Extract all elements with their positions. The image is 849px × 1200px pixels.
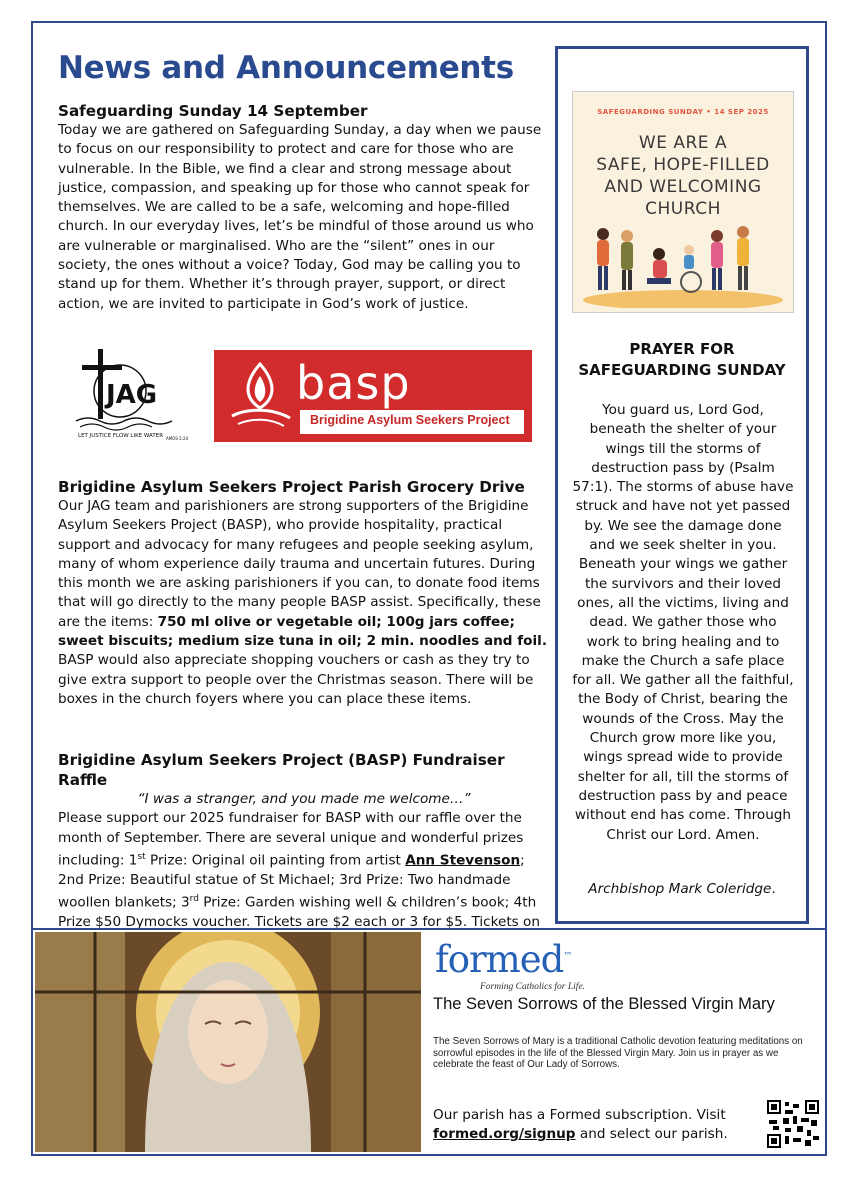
safeguarding-poster	[572, 91, 794, 313]
prayer-heading-line-2: SAFEGUARDING SUNDAY	[578, 361, 786, 379]
poster-line-2: SAFE, HOPE-FILLED	[596, 155, 770, 175]
subscription-end: and select our parish.	[575, 1126, 728, 1142]
formed-subscription-note	[433, 1106, 773, 1144]
poster-line-4: CHURCH	[645, 199, 721, 219]
safeguarding-body: Today we are gathered on Safeguarding Sunday, a day when we pause to focus on our responsibility to protect and care for those who are vulnerable. In the Bible, we find a clear and strong message about justice, compassion, and speaking up for those who cannot speak for themselves. We are called to be a safe, welcoming and hope-filled church. In our everyday lives, let’s be mindful of those around us who are vulnerable or marginalised. Who are the “silent” ones in our society, the ones without a voice? Today, God may be calling you to stand up for them. Whether it’s through prayer, support, or direct action, we are invited to participate in God’s work of justice.	[58, 122, 542, 312]
formed-tagline: Forming Catholics for Life.	[480, 982, 586, 992]
formed-logo	[435, 938, 571, 981]
grocery-body	[58, 497, 550, 709]
page-title: News and Announcements	[58, 50, 514, 86]
trademark-mark: ™	[563, 951, 572, 962]
qr-code-icon[interactable]	[767, 1100, 819, 1148]
dove-flame-icon	[224, 358, 296, 434]
formed-feature-description: The Seven Sorrows of Mary is a traditional Catholic devotion featuring meditations on sorrowful episodes in the life of the Blessed Virgin Mary. Join us in prayer as we celebrate the feast of Our Lady of Sorrows.	[433, 1036, 803, 1070]
basp-wordmark: basp	[296, 356, 411, 410]
poster-line-3: AND WELCOMING	[604, 177, 762, 197]
raffle-sup-1: st	[137, 851, 146, 862]
basp-logo	[214, 350, 532, 442]
prayer-signature	[558, 881, 806, 897]
raffle-text-1: Please support our 2025 fundraiser for BASP with our raffle over the month of September. There are several unique and wonderful prizes including: 1	[58, 810, 524, 869]
jag-motto: LET JUSTICE FLOW LIKE WATER	[78, 433, 164, 439]
jag-logo	[68, 343, 192, 443]
raffle-text-4: Prize: Garden wishing well & children’s book; 4th Prize $50 Dymocks voucher. Tickets are $2 each or 3 for $5. Tickets on	[58, 894, 540, 930]
poster-line-1: WE ARE A	[638, 133, 728, 153]
raffle-text-2: Prize: Original oil painting from artist	[145, 852, 406, 869]
safeguarding-heading: Safeguarding Sunday 14 September	[58, 102, 368, 120]
formed-logo-text: formed	[435, 938, 564, 981]
raffle-sup-2: rd	[189, 894, 199, 905]
raffle-text-3: ; 2nd Prize: Beautiful statue of St Michael; 3rd Prize: Two handmade woollen blankets; 3	[58, 852, 525, 911]
signature-name: Archbishop Mark Coleridge	[588, 881, 772, 897]
subscription-text: Our parish has a Formed subscription. Visit	[433, 1107, 726, 1123]
people-illustration	[581, 220, 785, 308]
formed-feature-title: The Seven Sorrows of the Blessed Virgin Mary	[433, 995, 775, 1013]
formed-signup-link[interactable]: formed.org/signup	[433, 1126, 576, 1142]
prayer-heading	[558, 339, 806, 381]
grocery-body-end: BASP would also appreciate shopping vouchers or cash as they try to give extra support to people over the Christmas season. There will be boxes in the church foyers where you can place these items.	[58, 652, 534, 707]
mary-stained-glass-image	[35, 932, 421, 1152]
jag-logo-text: JAG	[106, 380, 158, 410]
prayer-text: You guard us, Lord God, beneath the shelter of your wings till the storms of destruction pass by (Psalm 57:1). The storms of abuse have struck and have not yet passed by. We see the damage done and we seek shelter in you. Beneath your wings we gather the survivors and their loved ones, all the victims, living and dead. We gather those who work to bring healing and to make the Church a safe place for all. We gather all the faithful, the Body of Christ, bearing the wounds of the Cross. May the Church grow more like you, wings spread wide to provide shelter for all, till the storms of destruction pass by and peace without end has come. Through Christ our Lord. Amen.	[572, 402, 794, 843]
basp-subtitle: Brigidine Asylum Seekers Project	[310, 413, 510, 427]
grocery-section	[58, 477, 550, 709]
formed-panel	[31, 928, 827, 1156]
jag-reference: AMOS 5:24	[166, 436, 189, 441]
grocery-items-list: 750 ml olive or vegetable oil; 100g jars coffee; sweet biscuits; medium size tuna in oil; 2 min. noodles and foil.	[58, 613, 548, 650]
poster-headline	[573, 132, 793, 220]
prayer-sidebar	[555, 46, 809, 924]
raffle-heading: Brigidine Asylum Seekers Project (BASP) Fundraiser Raffle	[58, 751, 505, 789]
signature-end: .	[771, 881, 776, 897]
poster-date: SAFEGUARDING SUNDAY • 14 SEP 2025	[597, 108, 769, 116]
grocery-heading: Brigidine Asylum Seekers Project Parish Grocery Drive	[58, 478, 525, 496]
raffle-quote: “I was a stranger, and you made me welcome…”	[137, 791, 471, 807]
safeguarding-section	[58, 101, 550, 314]
raffle-section	[58, 750, 550, 951]
prayer-heading-line-1: PRAYER FOR	[629, 340, 735, 358]
artist-name: Ann Stevenson	[405, 852, 521, 869]
grocery-body-start: Our JAG team and parishioners are strong supporters of the Brigidine Asylum Seekers Project (BASP), who provide hospitality, practical support and advocacy for many refugees and people seeking asylum, many of whom experience daily trauma and uncertain futures. During this month we are asking parishioners if you can, to donate food items that will go directly to the many people BASP assist. Specifically, these are the items:	[58, 498, 541, 630]
